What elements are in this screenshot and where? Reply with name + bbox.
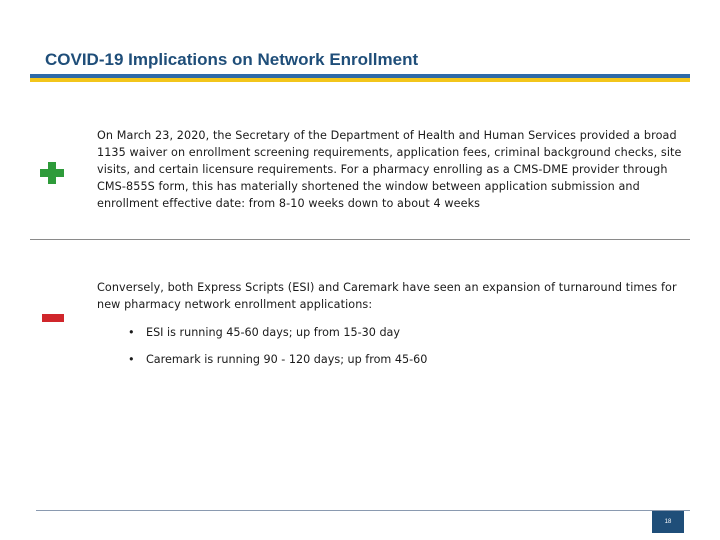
list-item xyxy=(128,351,668,378)
footer-rule xyxy=(36,510,690,511)
title-underline xyxy=(30,74,690,82)
bullet-icon: • xyxy=(128,353,135,366)
list-item xyxy=(128,324,668,351)
bullet-text: Caremark is running 90 - 120 days; up from 45-60 xyxy=(146,353,428,366)
plus-icon xyxy=(38,162,66,184)
page-title: COVID-19 Implications on Network Enrollment xyxy=(45,50,419,69)
page-number-badge: 18 xyxy=(652,511,684,533)
bullet-icon: • xyxy=(128,326,135,339)
turnaround-bullet-list xyxy=(128,324,668,378)
bullet-text: ESI is running 45-60 days; up from 15-30 day xyxy=(146,326,401,339)
section-divider xyxy=(30,239,690,240)
waiver-paragraph: On March 23, 2020, the Secretary of the Department of Health and Human Services provided a broad 1135 waiver on enrollment screening requirements, application fees, criminal background checks, site visits, and certain licensure requirements. For a pharmacy enrolling as a CMS-DME provider through CMS-855S form, this has materially shortened the window between application submission and enrollment effective date: from 8-10 weeks down to about 4 weeks xyxy=(97,129,682,210)
minus-icon xyxy=(42,314,64,322)
turnaround-paragraph: Conversely, both Express Scripts (ESI) and Caremark have seen an expansion of turnaround times for new pharmacy network enrollment applications: xyxy=(97,281,677,311)
title-underline-yellow xyxy=(30,78,690,82)
